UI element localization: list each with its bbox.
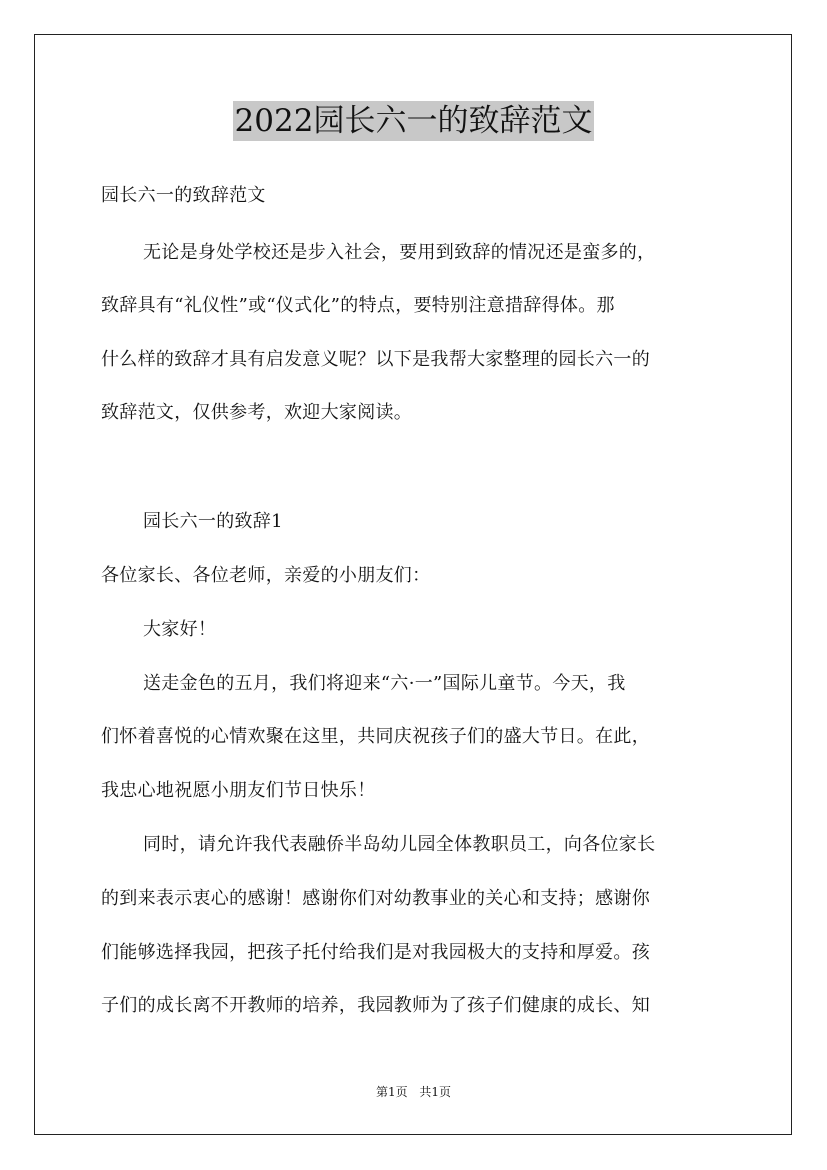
paragraph-line: 送走金色的五月，我们将迎来“六·一”国际儿童节。今天，我 (143, 673, 626, 694)
paragraph-line: 同时，请允许我代表融侨半岛幼儿园全体教职员工，向各位家长 (143, 834, 656, 855)
greeting-line: 大家好！ (143, 619, 217, 640)
title-container (0, 101, 827, 141)
paragraph-line: 们怀着喜悦的心情欢聚在这里，共同庆祝孩子们的盛大节日。在此， (101, 726, 650, 747)
paragraph-line: 们能够选择我园，把孩子托付给我们是对我园极大的支持和厚爱。孩 (101, 942, 650, 963)
paragraph-line: 我忠心地祝愿小朋友们节日快乐！ (101, 780, 376, 801)
subtitle-line: 园长六一的致辞范文 (101, 185, 266, 206)
paragraph-line: 致辞范文，仅供参考，欢迎大家阅读。 (101, 402, 413, 423)
page-number: 第1页 (375, 1085, 408, 1099)
section-heading: 园长六一的致辞1 (143, 511, 283, 532)
page-footer (0, 1083, 827, 1100)
greeting-line: 各位家长、各位老师，亲爱的小朋友们： (101, 565, 431, 586)
paragraph-line: 子们的成长离不开教师的培养，我园教师为了孩子们健康的成长、知 (101, 995, 650, 1016)
page-total: 共1页 (419, 1085, 452, 1099)
paragraph-line: 什么样的致辞才具有启发意义呢？以下是我帮大家整理的园长六一的 (101, 349, 650, 370)
document-title: 2022园长六一的致辞范文 (234, 103, 593, 139)
paragraph-line: 无论是身处学校还是步入社会，要用到致辞的情况还是蛮多的， (143, 242, 656, 263)
paragraph-line: 致辞具有“礼仪性”或“仪式化”的特点，要特别注意措辞得体。那 (101, 295, 615, 316)
paragraph-line: 的到来表示衷心的感谢！感谢你们对幼教事业的关心和支持；感谢你 (101, 888, 650, 909)
